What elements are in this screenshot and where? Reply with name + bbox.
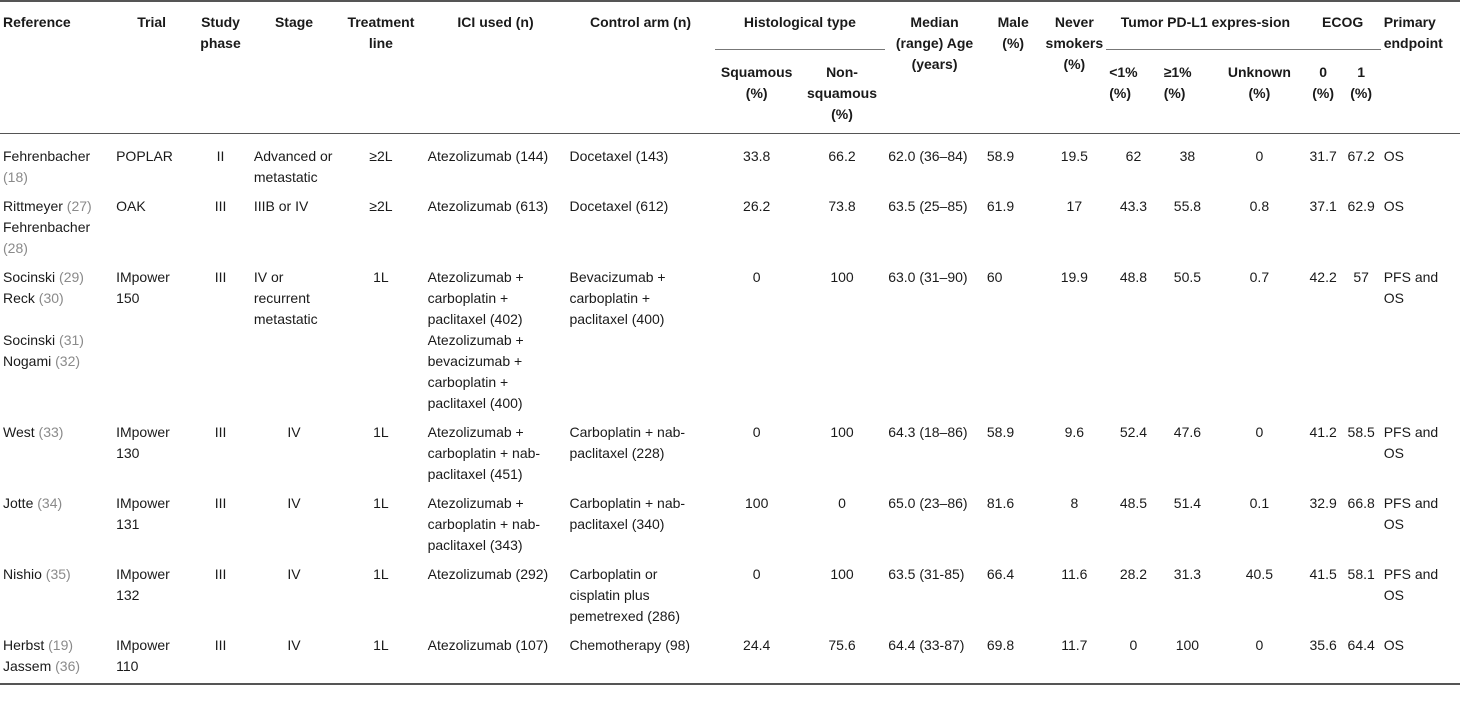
cell-primary-endpoint: PFS and OS (1383, 269, 1439, 306)
cell-ecog-0: 41.5 (1309, 566, 1337, 582)
reference-citation-link[interactable]: (27) (66, 198, 92, 214)
cell-pdl1-lt1: 0 (1106, 627, 1160, 684)
cell-ecog-0: 41.2 (1309, 424, 1337, 440)
reference-line (3, 422, 110, 443)
cell-trial: IMpower 150 (116, 269, 170, 306)
header-ecog: ECOG (1305, 1, 1381, 50)
cell-never-smokers: 11.6 (1061, 566, 1088, 582)
header-pdl1-lt1: <1% (%) (1106, 50, 1160, 134)
cell-pdl1-unknown: 0 (1255, 424, 1264, 440)
reference-line (3, 330, 110, 351)
cell-line: ≥2L (369, 198, 393, 214)
cell-reference (0, 556, 113, 627)
reference-author: Reck (3, 290, 35, 306)
cell-ecog-0: 35.6 (1305, 627, 1342, 684)
cell-reference (0, 188, 113, 259)
cell-pdl1-lt1: 52.4 (1119, 424, 1148, 440)
cell-phase: III (214, 269, 227, 285)
cell-non-squamous: 73.8 (828, 198, 856, 214)
cell-phase: III (214, 495, 227, 511)
cell-ici (425, 414, 567, 485)
cell-male: 58.9 (986, 148, 1015, 164)
reference-author: West (3, 424, 35, 440)
cell-pdl1-ge1: 47.6 (1173, 424, 1202, 440)
cell-control-arm: Chemotherapy (98) (566, 627, 714, 684)
ici-arm: Atezolizumab (292) (427, 566, 549, 582)
cell-non-squamous: 0 (838, 495, 846, 511)
reference-line (3, 493, 110, 514)
reference-citation-link[interactable]: (36) (55, 658, 81, 674)
cell-never-smokers: 11.7 (1042, 627, 1106, 684)
cell-squamous: 0 (752, 424, 761, 440)
cell-stage: IV (251, 627, 337, 684)
ici-arm: Atezolizumab (144) (427, 148, 549, 164)
cell-ecog-1: 58.1 (1347, 566, 1375, 582)
header-ecog-0: 0 (%) (1305, 50, 1342, 134)
cell-male: 66.4 (986, 566, 1015, 582)
cell-ecog-1: 66.8 (1347, 495, 1375, 511)
reference-citation-link[interactable]: (29) (59, 269, 84, 285)
cell-never-smokers: 9.6 (1064, 424, 1085, 440)
ici-arm: Atezolizumab + carboplatin + paclitaxel (402) (427, 269, 524, 327)
table-row (0, 556, 1460, 627)
cell-pdl1-lt1: 48.5 (1119, 495, 1148, 511)
cell-male: 58.9 (986, 424, 1015, 440)
reference-author: Socinski (3, 269, 56, 285)
cell-non-squamous: 100 (830, 269, 854, 285)
reference-citation-link[interactable]: (33) (38, 424, 64, 440)
cell-non-squamous: 100 (830, 566, 854, 582)
header-ici-used: ICI used (n) (425, 1, 567, 134)
cell-reference (0, 485, 113, 556)
cell-pdl1-unknown: 0 (1255, 148, 1264, 164)
cell-trial: IMpower 130 (116, 424, 170, 461)
ici-arm: Atezolizumab (107) (427, 637, 549, 653)
cell-never-smokers: 17 (1066, 198, 1083, 214)
cell-pdl1-ge1: 100 (1161, 627, 1214, 684)
header-pdl1-ge1: ≥1% (%) (1161, 50, 1214, 134)
reference-line (3, 267, 110, 288)
cell-ecog-1: 62.9 (1347, 198, 1375, 214)
cell-primary-endpoint: PFS and OS (1383, 495, 1439, 532)
cell-pdl1-unknown: 0.1 (1249, 495, 1270, 511)
cell-median-age: 64.4 (33-87) (885, 627, 984, 684)
header-reference: Reference (0, 1, 113, 134)
reference-author: Fehrenbacher (3, 219, 91, 235)
cell-median-age: 62.0 (36–84) (888, 148, 968, 164)
cell-reference (0, 134, 113, 189)
cell-primary-endpoint: PFS and OS (1383, 566, 1439, 603)
ici-arm: Atezolizumab + carboplatin + nab-paclitaxel (451) (427, 424, 541, 482)
cell-squamous: 0 (752, 269, 761, 285)
reference-author: Nogami (3, 353, 52, 369)
reference-line (3, 288, 110, 309)
header-pdl1-unknown: Unknown (%) (1214, 50, 1304, 134)
reference-line (3, 217, 110, 259)
reference-citation-link[interactable]: (30) (38, 290, 64, 306)
cell-pdl1-unknown: 0 (1214, 627, 1304, 684)
reference-author: Nishio (3, 566, 42, 582)
cell-line: 1L (373, 566, 389, 582)
table-row (0, 134, 1460, 189)
cell-squamous: 33.8 (743, 148, 771, 164)
cell-stage: IV (287, 495, 301, 511)
cell-ecog-0: 37.1 (1309, 198, 1337, 214)
reference-author: Rittmeyer (3, 198, 63, 214)
cell-non-squamous: 75.6 (799, 627, 885, 684)
header-histological-type: Histological type (715, 1, 886, 50)
cell-male: 81.6 (986, 495, 1015, 511)
ici-arm: Atezolizumab + carboplatin + nab-paclitaxel (343) (427, 495, 541, 553)
header-non-squamous: Non-squamous (%) (799, 50, 885, 134)
cell-never-smokers: 19.9 (1060, 269, 1088, 285)
cell-non-squamous: 100 (830, 424, 854, 440)
header-pdl1-expression: Tumor PD-L1 expres-sion (1106, 1, 1304, 50)
cell-ici (425, 627, 567, 684)
cell-primary-endpoint: OS (1381, 627, 1460, 684)
header-primary-endpoint: Primary endpoint (1381, 1, 1460, 134)
reference-line (3, 656, 110, 677)
header-study-phase: Study phase (190, 1, 251, 134)
cell-line: 1L (373, 269, 389, 285)
cell-line: 1L (373, 495, 389, 511)
cell-pdl1-lt1: 28.2 (1119, 566, 1148, 582)
cell-pdl1-ge1: 51.4 (1173, 495, 1202, 511)
cell-ecog-1: 58.5 (1347, 424, 1375, 440)
reference-citation-link[interactable]: (35) (45, 566, 71, 582)
cell-primary-endpoint: OS (1383, 148, 1404, 164)
cell-stage: IIIB or IV (253, 198, 309, 214)
cell-phase: III (190, 627, 251, 684)
cell-ecog-1: 57 (1353, 269, 1369, 285)
header-never-smokers: Never smokers (%) (1042, 1, 1106, 134)
cell-primary-endpoint: OS (1383, 198, 1404, 214)
table-row (0, 188, 1460, 259)
cell-phase: III (214, 424, 227, 440)
reference-author: Fehrenbacher (3, 148, 91, 164)
cell-squamous: 100 (745, 495, 769, 511)
cell-never-smokers: 8 (1070, 495, 1079, 511)
cell-squamous: 26.2 (743, 198, 771, 214)
cell-pdl1-unknown: 0.8 (1249, 198, 1270, 214)
cell-ecog-0: 31.7 (1309, 148, 1337, 164)
cell-stage: IV (287, 566, 301, 582)
cell-pdl1-ge1: 50.5 (1173, 269, 1202, 285)
cell-stage: IV (287, 424, 301, 440)
cell-median-age: 63.5 (25–85) (888, 198, 968, 214)
reference-author: Socinski (3, 332, 56, 348)
cell-primary-endpoint: PFS and OS (1383, 424, 1439, 461)
reference-line (3, 196, 110, 217)
cell-ici (425, 188, 567, 259)
ici-arm: Atezolizumab (613) (427, 198, 549, 214)
cell-reference (0, 414, 113, 485)
cell-median-age: 65.0 (23–86) (888, 495, 968, 511)
reference-line (3, 564, 110, 585)
cell-trial: IMpower 110 (113, 627, 190, 684)
cell-line: 1L (337, 627, 424, 684)
cell-ici (425, 485, 567, 556)
cell-control-arm: Docetaxel (612) (569, 198, 669, 214)
cell-median-age: 63.5 (31-85) (888, 566, 965, 582)
header-stage: Stage (251, 1, 337, 134)
cell-squamous: 24.4 (715, 627, 799, 684)
reference-author: Herbst (3, 637, 45, 653)
cell-ici (425, 134, 567, 189)
cell-phase: II (216, 148, 225, 164)
reference-citation-link[interactable]: (28) (3, 240, 28, 256)
table-row (0, 414, 1460, 485)
reference-line (3, 351, 110, 372)
cell-male: 69.8 (984, 627, 1043, 684)
table-row (0, 627, 1460, 684)
cell-ecog-0: 32.9 (1309, 495, 1337, 511)
cell-trial: IMpower 132 (116, 566, 170, 603)
cell-control-arm: Bevacizumab + carboplatin + paclitaxel (400) (569, 269, 666, 327)
cell-trial: IMpower 131 (116, 495, 170, 532)
cell-non-squamous: 66.2 (828, 148, 856, 164)
cell-reference (0, 627, 113, 684)
reference-author: Jotte (3, 495, 34, 511)
header-control-arm: Control arm (n) (566, 1, 714, 134)
reference-citation-link[interactable]: (32) (55, 353, 81, 369)
reference-citation-link[interactable]: (34) (37, 495, 63, 511)
cell-pdl1-ge1: 38 (1179, 148, 1196, 164)
cell-ecog-1: 67.2 (1347, 148, 1375, 164)
cell-line: 1L (373, 424, 389, 440)
cell-median-age: 64.3 (18–86) (888, 424, 968, 440)
table-row (0, 259, 1460, 414)
header-treatment-line: Treatment line (337, 1, 424, 134)
header-squamous: Squamous (%) (715, 50, 799, 134)
cell-pdl1-unknown: 40.5 (1245, 566, 1273, 582)
cell-male: 60 (986, 269, 1003, 285)
cell-line: ≥2L (369, 148, 393, 164)
cell-stage: IV or recurrent metastatic (253, 269, 318, 327)
reference-line (3, 635, 110, 656)
reference-line (3, 146, 110, 188)
cell-trial: POPLAR (116, 148, 173, 164)
cell-ici (425, 259, 567, 414)
cell-never-smokers: 19.5 (1060, 148, 1088, 164)
cell-pdl1-lt1: 48.8 (1119, 269, 1148, 285)
table-row (0, 485, 1460, 556)
cell-male: 61.9 (986, 198, 1015, 214)
reference-author: Jassem (3, 658, 52, 674)
header-ecog-1: 1 (%) (1342, 50, 1381, 134)
cell-squamous: 0 (752, 566, 761, 582)
cell-pdl1-ge1: 31.3 (1173, 566, 1202, 582)
table-body (0, 134, 1460, 685)
cell-ecog-0: 42.2 (1309, 269, 1337, 285)
cell-pdl1-ge1: 55.8 (1173, 198, 1202, 214)
reference-citation-link[interactable]: (18) (3, 169, 28, 185)
cell-control-arm: Carboplatin + nab-paclitaxel (340) (569, 495, 686, 532)
cell-control-arm: Docetaxel (143) (569, 148, 669, 164)
cell-reference (0, 259, 113, 414)
cell-pdl1-lt1: 62 (1125, 148, 1142, 164)
cell-control-arm: Carboplatin or cisplatin plus pemetrexed (286) (569, 566, 680, 624)
cell-phase: III (214, 566, 227, 582)
cell-trial: OAK (116, 198, 146, 214)
cell-ecog-1: 64.4 (1342, 627, 1381, 684)
reference-citation-link[interactable]: (19) (48, 637, 74, 653)
cell-pdl1-unknown: 0.7 (1249, 269, 1270, 285)
cell-pdl1-lt1: 43.3 (1119, 198, 1148, 214)
cell-control-arm: Carboplatin + nab-paclitaxel (228) (569, 424, 686, 461)
header-male: Male (%) (984, 1, 1043, 134)
ici-arm: Atezolizumab + bevacizumab + carboplatin + paclitaxel (400) (427, 332, 524, 411)
header-median-age: Median (range) Age (years) (885, 1, 984, 134)
cell-median-age: 63.0 (31–90) (888, 269, 968, 285)
cell-stage: Advanced or metastatic (253, 148, 333, 185)
cell-phase: III (214, 198, 227, 214)
reference-citation-link[interactable]: (31) (59, 332, 84, 348)
cell-ici (425, 556, 567, 627)
header-trial: Trial (113, 1, 190, 134)
